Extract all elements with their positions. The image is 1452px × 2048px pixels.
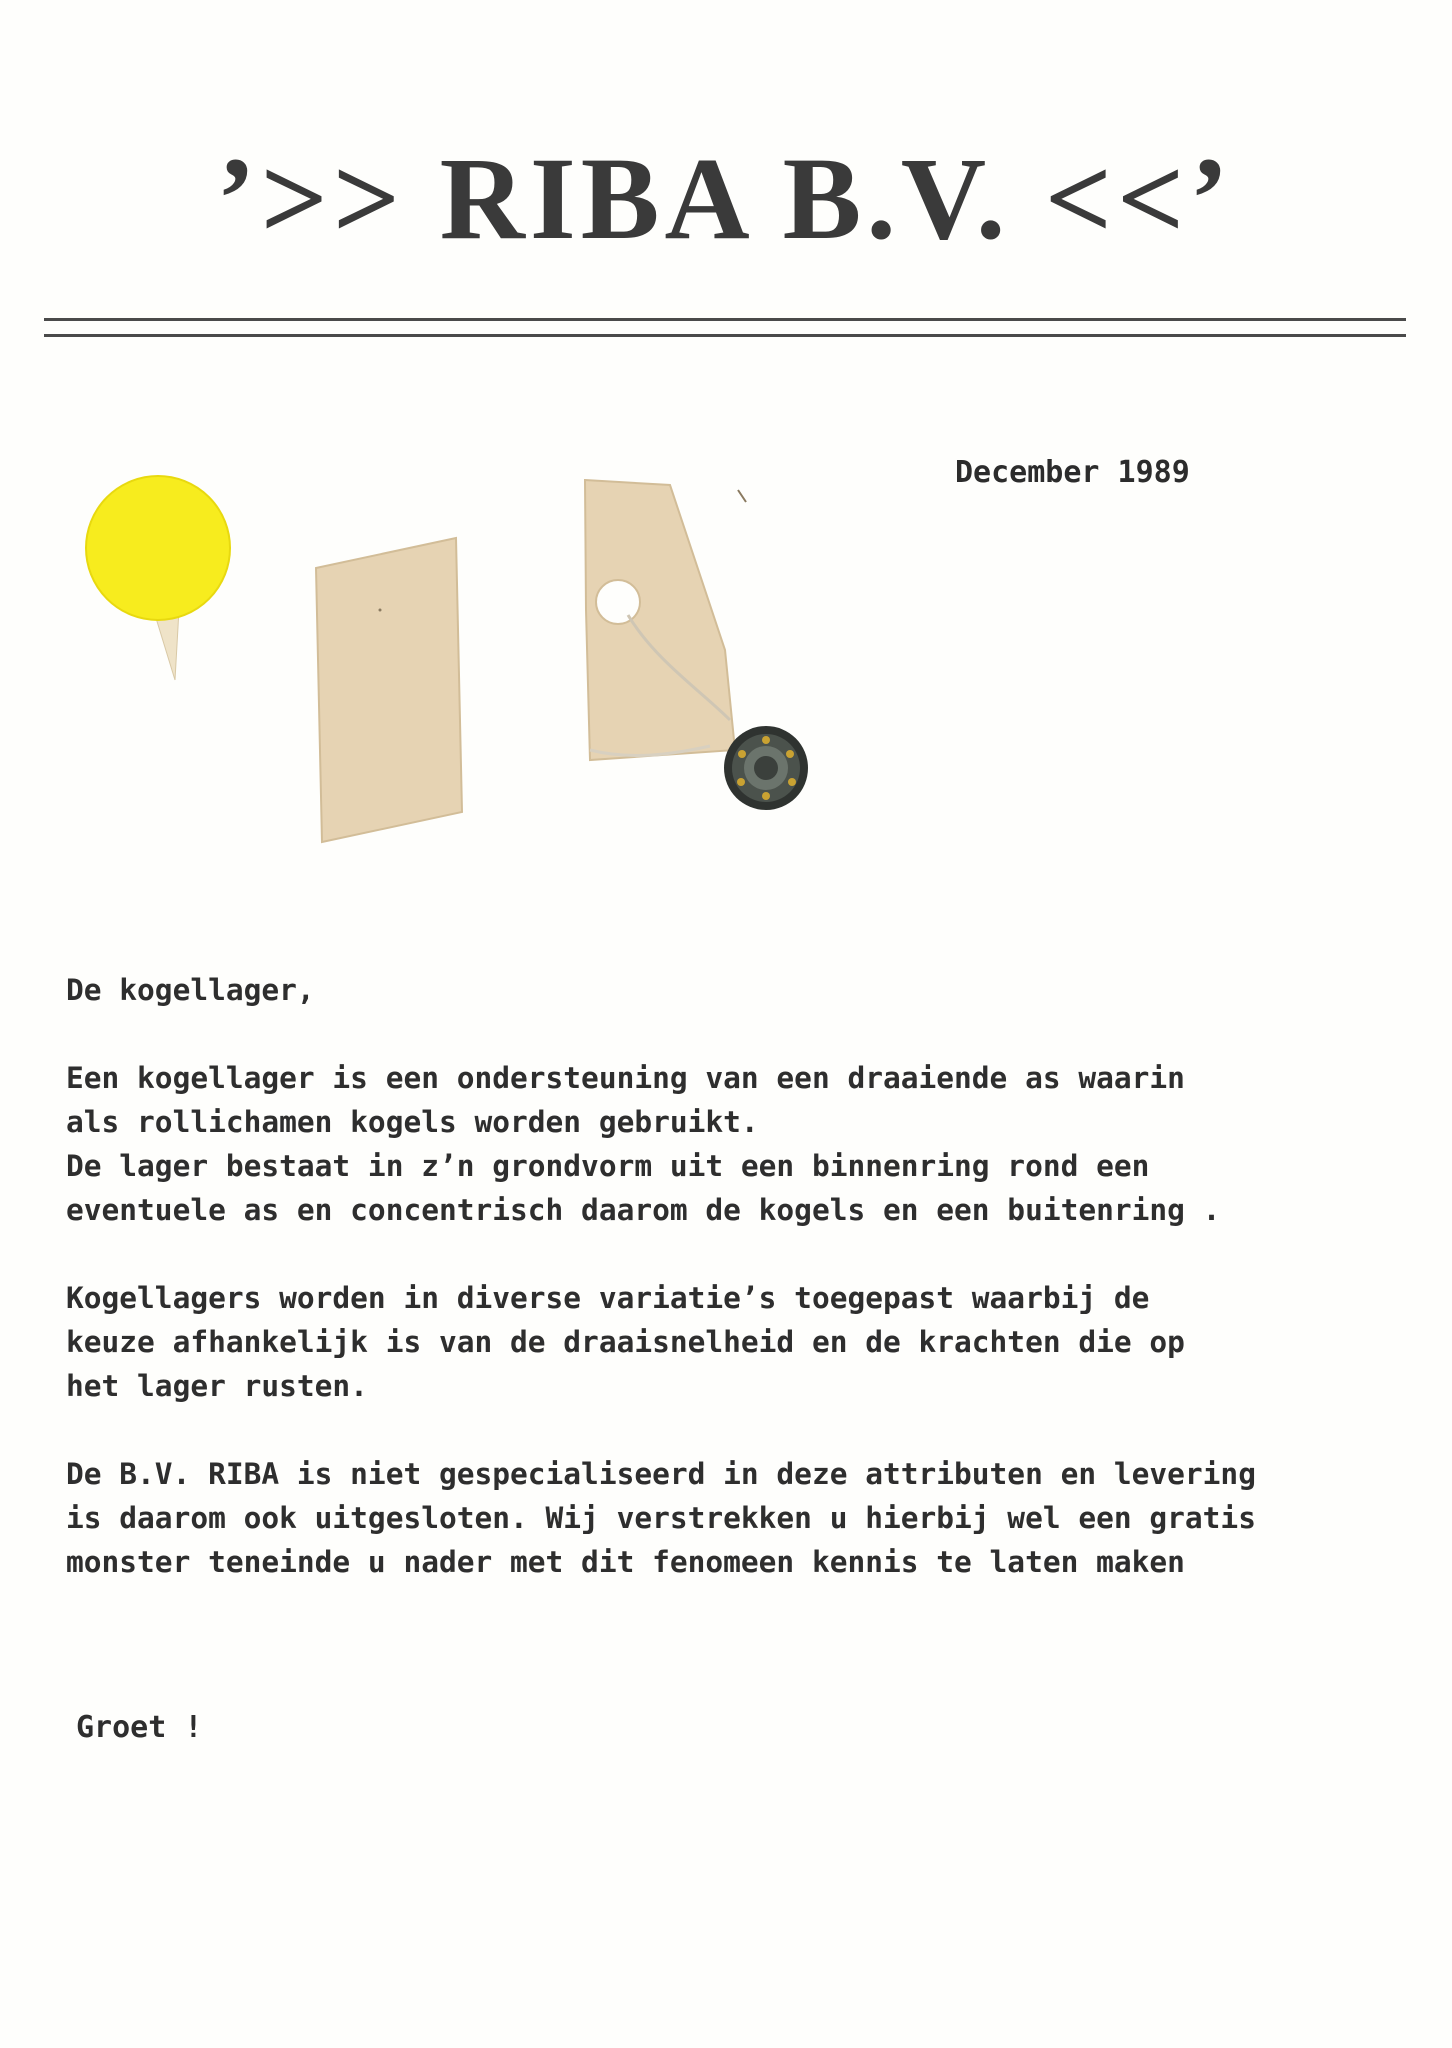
collage-illustration — [70, 450, 870, 870]
paragraph-2-line-2: keuze afhankelijk is van de draaisnelheid en de krachten die op — [66, 1325, 1185, 1359]
paragraph-2-line-3: het lager rusten. — [66, 1369, 368, 1403]
closing-greeting: Groet ! — [76, 1710, 203, 1745]
paragraph-2-line-1: Kogellagers worden in diverse variatie’s toegepast waarbij de — [66, 1281, 1150, 1315]
paragraph-3-line-2: is daarom ook uitgesloten. Wij verstrekken u hierbij wel een gratis — [66, 1501, 1256, 1535]
letter-date: December 1989 — [955, 455, 1190, 490]
cardboard-tag — [585, 480, 746, 760]
paragraph-spacer — [66, 1012, 1386, 1056]
ball-bearing-icon — [724, 726, 808, 810]
letter-body — [66, 968, 1386, 1584]
paragraph-spacer — [66, 1408, 1386, 1452]
salutation: De kogellager, — [66, 973, 315, 1007]
cardboard-strip — [316, 538, 462, 842]
paragraph-1-line-1: Een kogellager is een ondersteuning van een draaiende as waarin — [66, 1061, 1185, 1095]
masthead-rule-top — [44, 318, 1406, 321]
paragraph-3-line-3: monster teneinde u nader met dit fenomeen kennis te laten maken — [66, 1545, 1185, 1579]
paragraph-1-line-3: De lager bestaat in z’n grondvorm uit een binnenring rond een — [66, 1149, 1150, 1183]
paragraph-1-line-2: als rollichamen kogels worden gebruikt. — [66, 1105, 759, 1139]
paragraph-1-line-4: eventuele as en concentrisch daarom de kogels en een buitenring . — [66, 1193, 1221, 1227]
masthead-rule-bottom — [44, 334, 1406, 337]
yellow-pin-icon — [86, 476, 230, 680]
paragraph-spacer — [66, 1232, 1386, 1276]
company-masthead: ’>> RIBA B.V. <<’ — [216, 133, 1234, 264]
paragraph-3-line-1: De B.V. RIBA is niet gespecialiseerd in deze attributen en levering — [66, 1457, 1256, 1491]
